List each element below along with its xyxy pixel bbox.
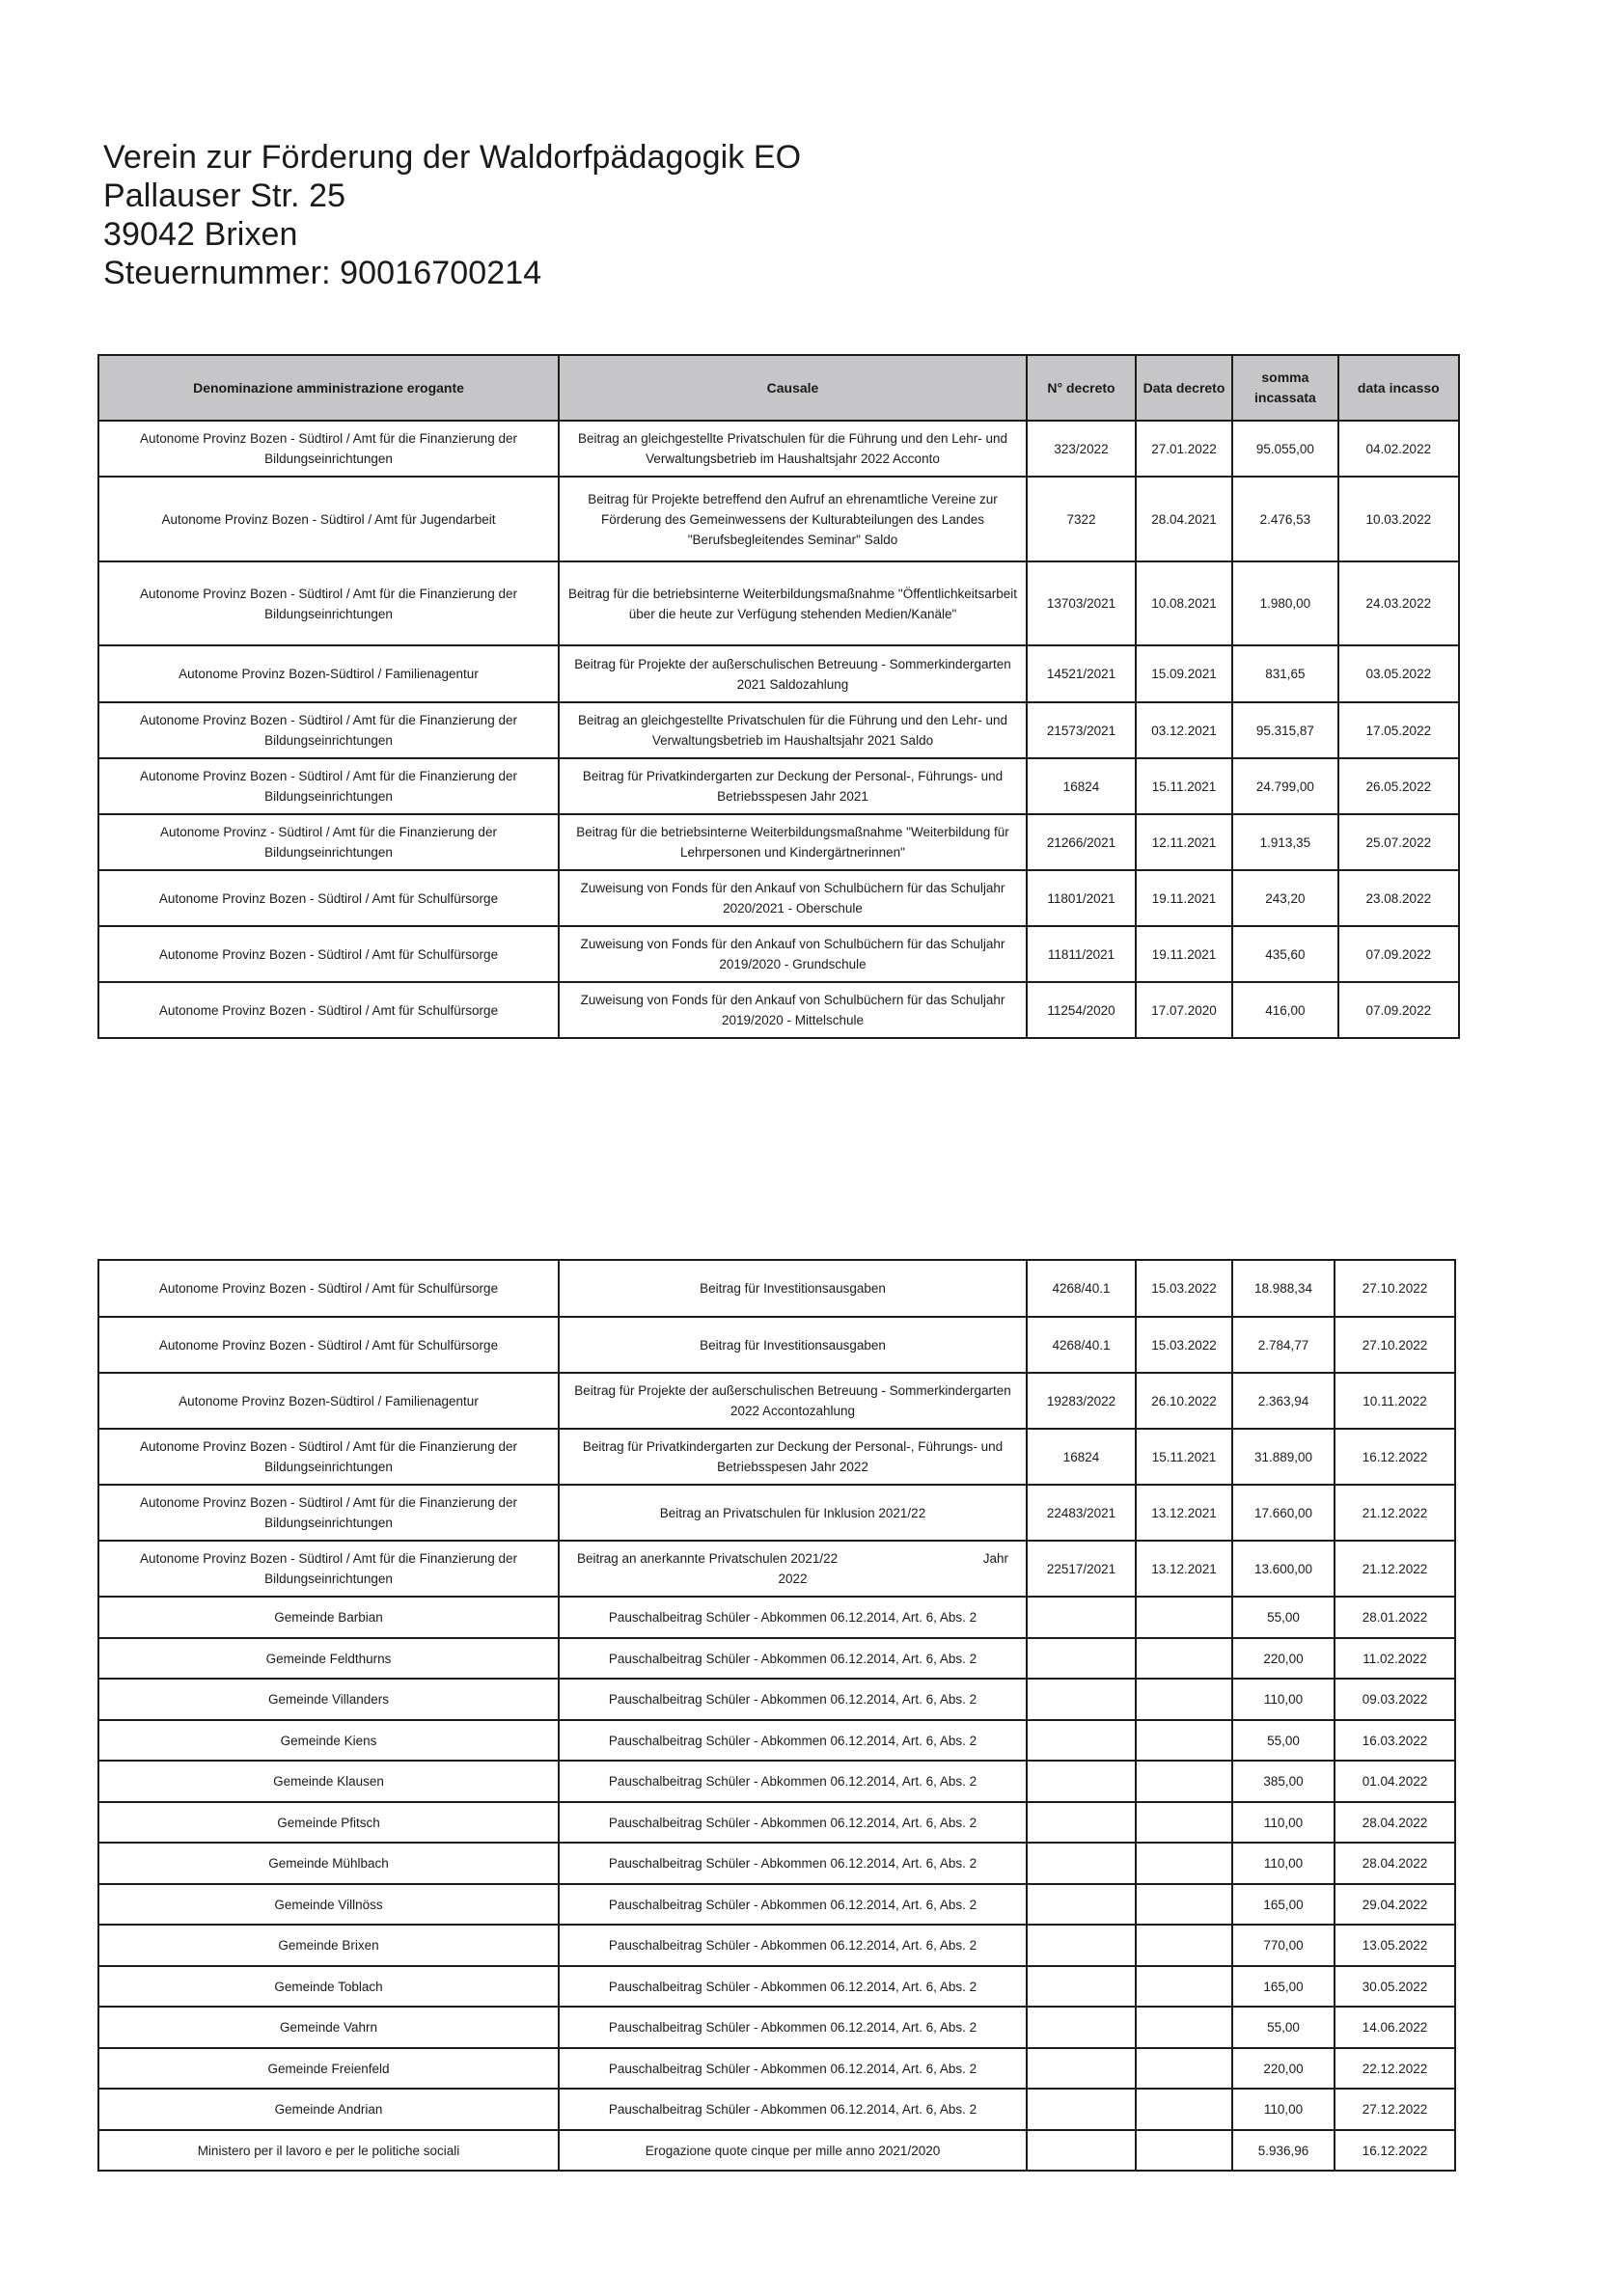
cell-decree-date bbox=[1136, 2007, 1232, 2048]
table-row bbox=[98, 1843, 1455, 1884]
cell-decree-number bbox=[1027, 2048, 1136, 2089]
cell-entity: Autonome Provinz Bozen - Südtirol / Amt für Schulfürsorge bbox=[98, 982, 559, 1038]
cell-causale: Pauschalbeitrag Schüler - Abkommen 06.12.2014, Art. 6, Abs. 2 bbox=[559, 1761, 1027, 1802]
cell-received-date: 14.06.2022 bbox=[1335, 2007, 1455, 2048]
cell-causale: Beitrag für Investitionsausgaben bbox=[559, 1260, 1027, 1317]
cell-decree-number: 13703/2021 bbox=[1027, 561, 1136, 645]
cell-received-date: 03.05.2022 bbox=[1338, 645, 1459, 702]
cell-decree-date: 15.03.2022 bbox=[1136, 1317, 1232, 1373]
cell-amount: 220,00 bbox=[1232, 2048, 1335, 2089]
column-header-received-date: data incasso bbox=[1338, 355, 1459, 421]
cell-decree-date: 17.07.2020 bbox=[1136, 982, 1232, 1038]
table-row bbox=[98, 1761, 1455, 1802]
cell-entity: Gemeinde Pfitsch bbox=[98, 1802, 559, 1843]
cell-decree-date: 26.10.2022 bbox=[1136, 1373, 1232, 1429]
cell-causale: Pauschalbeitrag Schüler - Abkommen 06.12.2014, Art. 6, Abs. 2 bbox=[559, 1679, 1027, 1720]
cell-entity: Autonome Provinz Bozen-Südtirol / Familienagentur bbox=[98, 1373, 559, 1429]
cell-amount: 95.055,00 bbox=[1232, 421, 1338, 477]
cell-decree-date bbox=[1136, 1720, 1232, 1761]
cell-entity: Gemeinde Andrian bbox=[98, 2089, 559, 2130]
cell-received-date: 27.12.2022 bbox=[1335, 2089, 1455, 2130]
column-header-amount: somma incassata bbox=[1232, 355, 1338, 421]
cell-decree-number bbox=[1027, 1638, 1136, 1679]
cell-causale: Beitrag an gleichgestellte Privatschulen für die Führung und den Lehr- und Verwaltungsbetrieb im Haushaltsjahr 2021 Saldo bbox=[559, 702, 1027, 758]
cell-causale: Beitrag für Investitionsausgaben bbox=[559, 1317, 1027, 1373]
organization-name: Verein zur Förderung der Waldorfpädagogik EO bbox=[103, 139, 802, 176]
cell-received-date: 28.04.2022 bbox=[1335, 1843, 1455, 1884]
cell-entity: Autonome Provinz Bozen - Südtirol / Amt für die Finanzierung der Bildungseinrichtungen bbox=[98, 758, 559, 814]
table-row bbox=[98, 561, 1459, 645]
cell-entity: Autonome Provinz Bozen - Südtirol / Amt für die Finanzierung der Bildungseinrichtungen bbox=[98, 421, 559, 477]
column-header-causale: Causale bbox=[559, 355, 1027, 421]
table-row bbox=[98, 982, 1459, 1038]
cell-amount: 1.980,00 bbox=[1232, 561, 1338, 645]
cell-decree-date bbox=[1136, 1884, 1232, 1925]
table-row bbox=[98, 2089, 1455, 2130]
cell-entity: Autonome Provinz Bozen - Südtirol / Amt für Schulfürsorge bbox=[98, 926, 559, 982]
grants-table-page1 bbox=[97, 354, 1460, 1039]
cell-amount: 17.660,00 bbox=[1232, 1485, 1335, 1541]
cell-entity: Ministero per il lavoro e per le politiche sociali bbox=[98, 2130, 559, 2171]
cell-causale: Beitrag für Privatkindergarten zur Deckung der Personal-, Führungs- und Betriebsspesen Jahr 2022 bbox=[559, 1429, 1027, 1485]
table-row bbox=[98, 1925, 1455, 1966]
cell-decree-date bbox=[1136, 1638, 1232, 1679]
cell-decree-date bbox=[1136, 1925, 1232, 1966]
cell-amount: 416,00 bbox=[1232, 982, 1338, 1038]
cell-entity: Gemeinde Kiens bbox=[98, 1720, 559, 1761]
cell-received-date: 10.03.2022 bbox=[1338, 477, 1459, 561]
causale-text: Beitrag an anerkannte Privatschulen 2021/22 bbox=[577, 1551, 839, 1566]
cell-decree-number: 11801/2021 bbox=[1027, 870, 1136, 926]
cell-received-date: 16.03.2022 bbox=[1335, 1720, 1455, 1761]
cell-entity: Gemeinde Toblach bbox=[98, 1966, 559, 2007]
table-row bbox=[98, 2048, 1455, 2089]
cell-causale: Erogazione quote cinque per mille anno 2021/2020 bbox=[559, 2130, 1027, 2171]
table-row bbox=[98, 926, 1459, 982]
cell-entity: Gemeinde Mühlbach bbox=[98, 1843, 559, 1884]
cell-received-date: 04.02.2022 bbox=[1338, 421, 1459, 477]
table-row bbox=[98, 1679, 1455, 1720]
cell-decree-date bbox=[1136, 1597, 1232, 1638]
cell-decree-date bbox=[1136, 2130, 1232, 2171]
cell-causale: Pauschalbeitrag Schüler - Abkommen 06.12.2014, Art. 6, Abs. 2 bbox=[559, 2089, 1027, 2130]
cell-received-date: 27.10.2022 bbox=[1335, 1317, 1455, 1373]
table-row bbox=[98, 1485, 1455, 1541]
cell-amount: 110,00 bbox=[1232, 2089, 1335, 2130]
cell-decree-number bbox=[1027, 1597, 1136, 1638]
cell-received-date: 09.03.2022 bbox=[1335, 1679, 1455, 1720]
cell-amount: 165,00 bbox=[1232, 1966, 1335, 2007]
cell-decree-date bbox=[1136, 1966, 1232, 2007]
cell-decree-date: 19.11.2021 bbox=[1136, 870, 1232, 926]
cell-causale: Pauschalbeitrag Schüler - Abkommen 06.12.2014, Art. 6, Abs. 2 bbox=[559, 1925, 1027, 1966]
cell-entity: Gemeinde Klausen bbox=[98, 1761, 559, 1802]
column-header-decree-date: Data decreto bbox=[1136, 355, 1232, 421]
cell-decree-date: 27.01.2022 bbox=[1136, 421, 1232, 477]
cell-entity: Autonome Provinz Bozen - Südtirol / Amt für die Finanzierung der Bildungseinrichtungen bbox=[98, 1485, 559, 1541]
cell-causale: Pauschalbeitrag Schüler - Abkommen 06.12.2014, Art. 6, Abs. 2 bbox=[559, 1597, 1027, 1638]
cell-entity: Gemeinde Brixen bbox=[98, 1925, 559, 1966]
cell-decree-number: 7322 bbox=[1027, 477, 1136, 561]
table-row bbox=[98, 421, 1459, 477]
cell-entity: Gemeinde Vahrn bbox=[98, 2007, 559, 2048]
cell-decree-date: 19.11.2021 bbox=[1136, 926, 1232, 982]
table-row bbox=[98, 758, 1459, 814]
cell-causale: Beitrag für die betriebsinterne Weiterbildungsmaßnahme "Öffentlichkeitsarbeit über die heute zur Verfügung stehenden Medien/Kanäle" bbox=[559, 561, 1027, 645]
cell-entity: Autonome Provinz Bozen - Südtirol / Amt für Jugendarbeit bbox=[98, 477, 559, 561]
cell-amount: 110,00 bbox=[1232, 1843, 1335, 1884]
cell-decree-number bbox=[1027, 1966, 1136, 2007]
cell-decree-number bbox=[1027, 1884, 1136, 1925]
cell-decree-number: 11254/2020 bbox=[1027, 982, 1136, 1038]
cell-received-date: 23.08.2022 bbox=[1338, 870, 1459, 926]
cell-entity: Gemeinde Villnöss bbox=[98, 1884, 559, 1925]
cell-received-date: 28.04.2022 bbox=[1335, 1802, 1455, 1843]
cell-decree-number bbox=[1027, 2130, 1136, 2171]
table-row bbox=[98, 1373, 1455, 1429]
causale-text-line2: 2022 bbox=[778, 1572, 808, 1586]
cell-causale: Beitrag für Projekte der außerschulischen Betreuung - Sommerkindergarten 2021 Saldozahlung bbox=[559, 645, 1027, 702]
cell-causale: Pauschalbeitrag Schüler - Abkommen 06.12.2014, Art. 6, Abs. 2 bbox=[559, 1638, 1027, 1679]
cell-received-date: 22.12.2022 bbox=[1335, 2048, 1455, 2089]
cell-entity: Gemeinde Villanders bbox=[98, 1679, 559, 1720]
cell-decree-number: 4268/40.1 bbox=[1027, 1317, 1136, 1373]
cell-amount: 13.600,00 bbox=[1232, 1541, 1335, 1597]
table-row bbox=[98, 1597, 1455, 1638]
column-header-decree-number: N° decreto bbox=[1027, 355, 1136, 421]
cell-received-date: 24.03.2022 bbox=[1338, 561, 1459, 645]
cell-decree-number bbox=[1027, 1720, 1136, 1761]
cell-amount: 95.315,87 bbox=[1232, 702, 1338, 758]
table-row bbox=[98, 1884, 1455, 1925]
cell-received-date: 07.09.2022 bbox=[1338, 982, 1459, 1038]
cell-received-date: 29.04.2022 bbox=[1335, 1884, 1455, 1925]
cell-received-date: 10.11.2022 bbox=[1335, 1373, 1455, 1429]
cell-amount: 770,00 bbox=[1232, 1925, 1335, 1966]
organization-city: 39042 Brixen bbox=[103, 216, 298, 253]
cell-decree-date: 15.11.2021 bbox=[1136, 758, 1232, 814]
cell-decree-number: 22517/2021 bbox=[1027, 1541, 1136, 1597]
cell-decree-date bbox=[1136, 1679, 1232, 1720]
cell-causale: Pauschalbeitrag Schüler - Abkommen 06.12.2014, Art. 6, Abs. 2 bbox=[559, 1720, 1027, 1761]
table-row bbox=[98, 870, 1459, 926]
cell-entity: Gemeinde Freienfeld bbox=[98, 2048, 559, 2089]
grants-table-page2 bbox=[97, 1259, 1456, 2172]
cell-causale: Pauschalbeitrag Schüler - Abkommen 06.12.2014, Art. 6, Abs. 2 bbox=[559, 1966, 1027, 2007]
cell-causale: Beitrag für Projekte betreffend den Aufruf an ehrenamtliche Vereine zur Förderung des Gemeinwessens der Kulturabteilungen des Landes "Berufsbegleitendes Seminar" Saldo bbox=[559, 477, 1027, 561]
cell-amount: 55,00 bbox=[1232, 2007, 1335, 2048]
cell-decree-date: 15.03.2022 bbox=[1136, 1260, 1232, 1317]
cell-amount: 55,00 bbox=[1232, 1720, 1335, 1761]
cell-amount: 831,65 bbox=[1232, 645, 1338, 702]
cell-amount: 18.988,34 bbox=[1232, 1260, 1335, 1317]
cell-decree-date: 15.11.2021 bbox=[1136, 1429, 1232, 1485]
cell-causale: Beitrag an gleichgestellte Privatschulen für die Führung und den Lehr- und Verwaltungsbetrieb im Haushaltsjahr 2022 Acconto bbox=[559, 421, 1027, 477]
cell-decree-number bbox=[1027, 1802, 1136, 1843]
cell-causale: Pauschalbeitrag Schüler - Abkommen 06.12.2014, Art. 6, Abs. 2 bbox=[559, 1802, 1027, 1843]
cell-received-date: 01.04.2022 bbox=[1335, 1761, 1455, 1802]
cell-received-date: 21.12.2022 bbox=[1335, 1485, 1455, 1541]
cell-causale bbox=[559, 1541, 1027, 1597]
cell-causale: Beitrag an Privatschulen für Inklusion 2021/22 bbox=[559, 1485, 1027, 1541]
cell-causale: Pauschalbeitrag Schüler - Abkommen 06.12.2014, Art. 6, Abs. 2 bbox=[559, 1843, 1027, 1884]
cell-amount: 2.784,77 bbox=[1232, 1317, 1335, 1373]
cell-amount: 1.913,35 bbox=[1232, 814, 1338, 870]
table-row bbox=[98, 477, 1459, 561]
cell-causale: Zuweisung von Fonds für den Ankauf von Schulbüchern für das Schuljahr 2019/2020 - Mittelschule bbox=[559, 982, 1027, 1038]
cell-decree-date: 10.08.2021 bbox=[1136, 561, 1232, 645]
cell-decree-date: 12.11.2021 bbox=[1136, 814, 1232, 870]
table-header-row bbox=[98, 355, 1459, 421]
cell-causale: Pauschalbeitrag Schüler - Abkommen 06.12.2014, Art. 6, Abs. 2 bbox=[559, 2048, 1027, 2089]
table-row bbox=[98, 1429, 1455, 1485]
cell-received-date: 27.10.2022 bbox=[1335, 1260, 1455, 1317]
cell-amount: 31.889,00 bbox=[1232, 1429, 1335, 1485]
cell-decree-number: 19283/2022 bbox=[1027, 1373, 1136, 1429]
cell-decree-date bbox=[1136, 2048, 1232, 2089]
table-row bbox=[98, 1802, 1455, 1843]
cell-amount: 385,00 bbox=[1232, 1761, 1335, 1802]
table-row bbox=[98, 1541, 1455, 1597]
table-row bbox=[98, 1317, 1455, 1373]
cell-decree-number bbox=[1027, 2089, 1136, 2130]
cell-entity: Autonome Provinz - Südtirol / Amt für die Finanzierung der Bildungseinrichtungen bbox=[98, 814, 559, 870]
cell-amount: 435,60 bbox=[1232, 926, 1338, 982]
cell-received-date: 16.12.2022 bbox=[1335, 1429, 1455, 1485]
cell-amount: 220,00 bbox=[1232, 1638, 1335, 1679]
cell-decree-number: 11811/2021 bbox=[1027, 926, 1136, 982]
cell-received-date: 16.12.2022 bbox=[1335, 2130, 1455, 2171]
cell-decree-date: 13.12.2021 bbox=[1136, 1541, 1232, 1597]
cell-entity: Autonome Provinz Bozen - Südtirol / Amt für die Finanzierung der Bildungseinrichtungen bbox=[98, 702, 559, 758]
cell-decree-number: 323/2022 bbox=[1027, 421, 1136, 477]
cell-entity: Autonome Provinz Bozen-Südtirol / Familienagentur bbox=[98, 645, 559, 702]
cell-amount: 165,00 bbox=[1232, 1884, 1335, 1925]
cell-decree-number bbox=[1027, 1679, 1136, 1720]
cell-decree-date: 03.12.2021 bbox=[1136, 702, 1232, 758]
cell-amount: 2.476,53 bbox=[1232, 477, 1338, 561]
cell-entity: Autonome Provinz Bozen - Südtirol / Amt für die Finanzierung der Bildungseinrichtungen bbox=[98, 1541, 559, 1597]
cell-received-date: 17.05.2022 bbox=[1338, 702, 1459, 758]
cell-amount: 110,00 bbox=[1232, 1679, 1335, 1720]
cell-received-date: 30.05.2022 bbox=[1335, 1966, 1455, 2007]
table-row bbox=[98, 1638, 1455, 1679]
cell-entity: Gemeinde Barbian bbox=[98, 1597, 559, 1638]
cell-amount: 2.363,94 bbox=[1232, 1373, 1335, 1429]
cell-decree-number: 22483/2021 bbox=[1027, 1485, 1136, 1541]
cell-decree-date: 13.12.2021 bbox=[1136, 1485, 1232, 1541]
cell-decree-date: 28.04.2021 bbox=[1136, 477, 1232, 561]
table-row bbox=[98, 2007, 1455, 2048]
table-row bbox=[98, 814, 1459, 870]
cell-causale: Zuweisung von Fonds für den Ankauf von Schulbüchern für das Schuljahr 2019/2020 - Grundschule bbox=[559, 926, 1027, 982]
cell-entity: Gemeinde Feldthurns bbox=[98, 1638, 559, 1679]
cell-decree-number: 21266/2021 bbox=[1027, 814, 1136, 870]
organization-header bbox=[103, 138, 801, 292]
cell-amount: 110,00 bbox=[1232, 1802, 1335, 1843]
cell-decree-number bbox=[1027, 1761, 1136, 1802]
table-row bbox=[98, 1720, 1455, 1761]
cell-causale: Beitrag für die betriebsinterne Weiterbildungsmaßnahme "Weiterbildung für Lehrpersonen und Kindergärtnerinnen" bbox=[559, 814, 1027, 870]
cell-amount: 243,20 bbox=[1232, 870, 1338, 926]
cell-received-date: 11.02.2022 bbox=[1335, 1638, 1455, 1679]
cell-entity: Autonome Provinz Bozen - Südtirol / Amt für die Finanzierung der Bildungseinrichtungen bbox=[98, 561, 559, 645]
cell-decree-number: 4268/40.1 bbox=[1027, 1260, 1136, 1317]
cell-causale: Zuweisung von Fonds für den Ankauf von Schulbüchern für das Schuljahr 2020/2021 - Oberschule bbox=[559, 870, 1027, 926]
cell-decree-number: 21573/2021 bbox=[1027, 702, 1136, 758]
cell-entity: Autonome Provinz Bozen - Südtirol / Amt für Schulfürsorge bbox=[98, 1317, 559, 1373]
cell-decree-date bbox=[1136, 2089, 1232, 2130]
causale-text-right: Jahr bbox=[982, 1551, 1008, 1566]
column-header-entity: Denominazione amministrazione erogante bbox=[98, 355, 559, 421]
cell-received-date: 21.12.2022 bbox=[1335, 1541, 1455, 1597]
cell-decree-number bbox=[1027, 2007, 1136, 2048]
cell-causale: Beitrag für Privatkindergarten zur Deckung der Personal-, Führungs- und Betriebsspesen Jahr 2021 bbox=[559, 758, 1027, 814]
table-row bbox=[98, 1966, 1455, 2007]
cell-received-date: 28.01.2022 bbox=[1335, 1597, 1455, 1638]
table-row bbox=[98, 645, 1459, 702]
cell-decree-number bbox=[1027, 1925, 1136, 1966]
organization-tax-number: Steuernummer: 90016700214 bbox=[103, 255, 542, 291]
cell-causale: Pauschalbeitrag Schüler - Abkommen 06.12.2014, Art. 6, Abs. 2 bbox=[559, 1884, 1027, 1925]
cell-decree-date bbox=[1136, 1843, 1232, 1884]
cell-decree-number: 14521/2021 bbox=[1027, 645, 1136, 702]
cell-received-date: 26.05.2022 bbox=[1338, 758, 1459, 814]
cell-decree-number: 16824 bbox=[1027, 758, 1136, 814]
cell-received-date: 13.05.2022 bbox=[1335, 1925, 1455, 1966]
table-row bbox=[98, 702, 1459, 758]
cell-decree-number: 16824 bbox=[1027, 1429, 1136, 1485]
cell-entity: Autonome Provinz Bozen - Südtirol / Amt für Schulfürsorge bbox=[98, 1260, 559, 1317]
cell-decree-date bbox=[1136, 1802, 1232, 1843]
cell-entity: Autonome Provinz Bozen - Südtirol / Amt für Schulfürsorge bbox=[98, 870, 559, 926]
table-row bbox=[98, 2130, 1455, 2171]
cell-amount: 55,00 bbox=[1232, 1597, 1335, 1638]
cell-amount: 5.936,96 bbox=[1232, 2130, 1335, 2171]
table-row bbox=[98, 1260, 1455, 1317]
cell-decree-date: 15.09.2021 bbox=[1136, 645, 1232, 702]
cell-decree-date bbox=[1136, 1761, 1232, 1802]
cell-decree-number bbox=[1027, 1843, 1136, 1884]
cell-entity: Autonome Provinz Bozen - Südtirol / Amt für die Finanzierung der Bildungseinrichtungen bbox=[98, 1429, 559, 1485]
cell-received-date: 25.07.2022 bbox=[1338, 814, 1459, 870]
cell-causale: Beitrag für Projekte der außerschulischen Betreuung - Sommerkindergarten 2022 Accontozahlung bbox=[559, 1373, 1027, 1429]
organization-street: Pallauser Str. 25 bbox=[103, 178, 346, 214]
cell-received-date: 07.09.2022 bbox=[1338, 926, 1459, 982]
cell-amount: 24.799,00 bbox=[1232, 758, 1338, 814]
cell-causale: Pauschalbeitrag Schüler - Abkommen 06.12.2014, Art. 6, Abs. 2 bbox=[559, 2007, 1027, 2048]
